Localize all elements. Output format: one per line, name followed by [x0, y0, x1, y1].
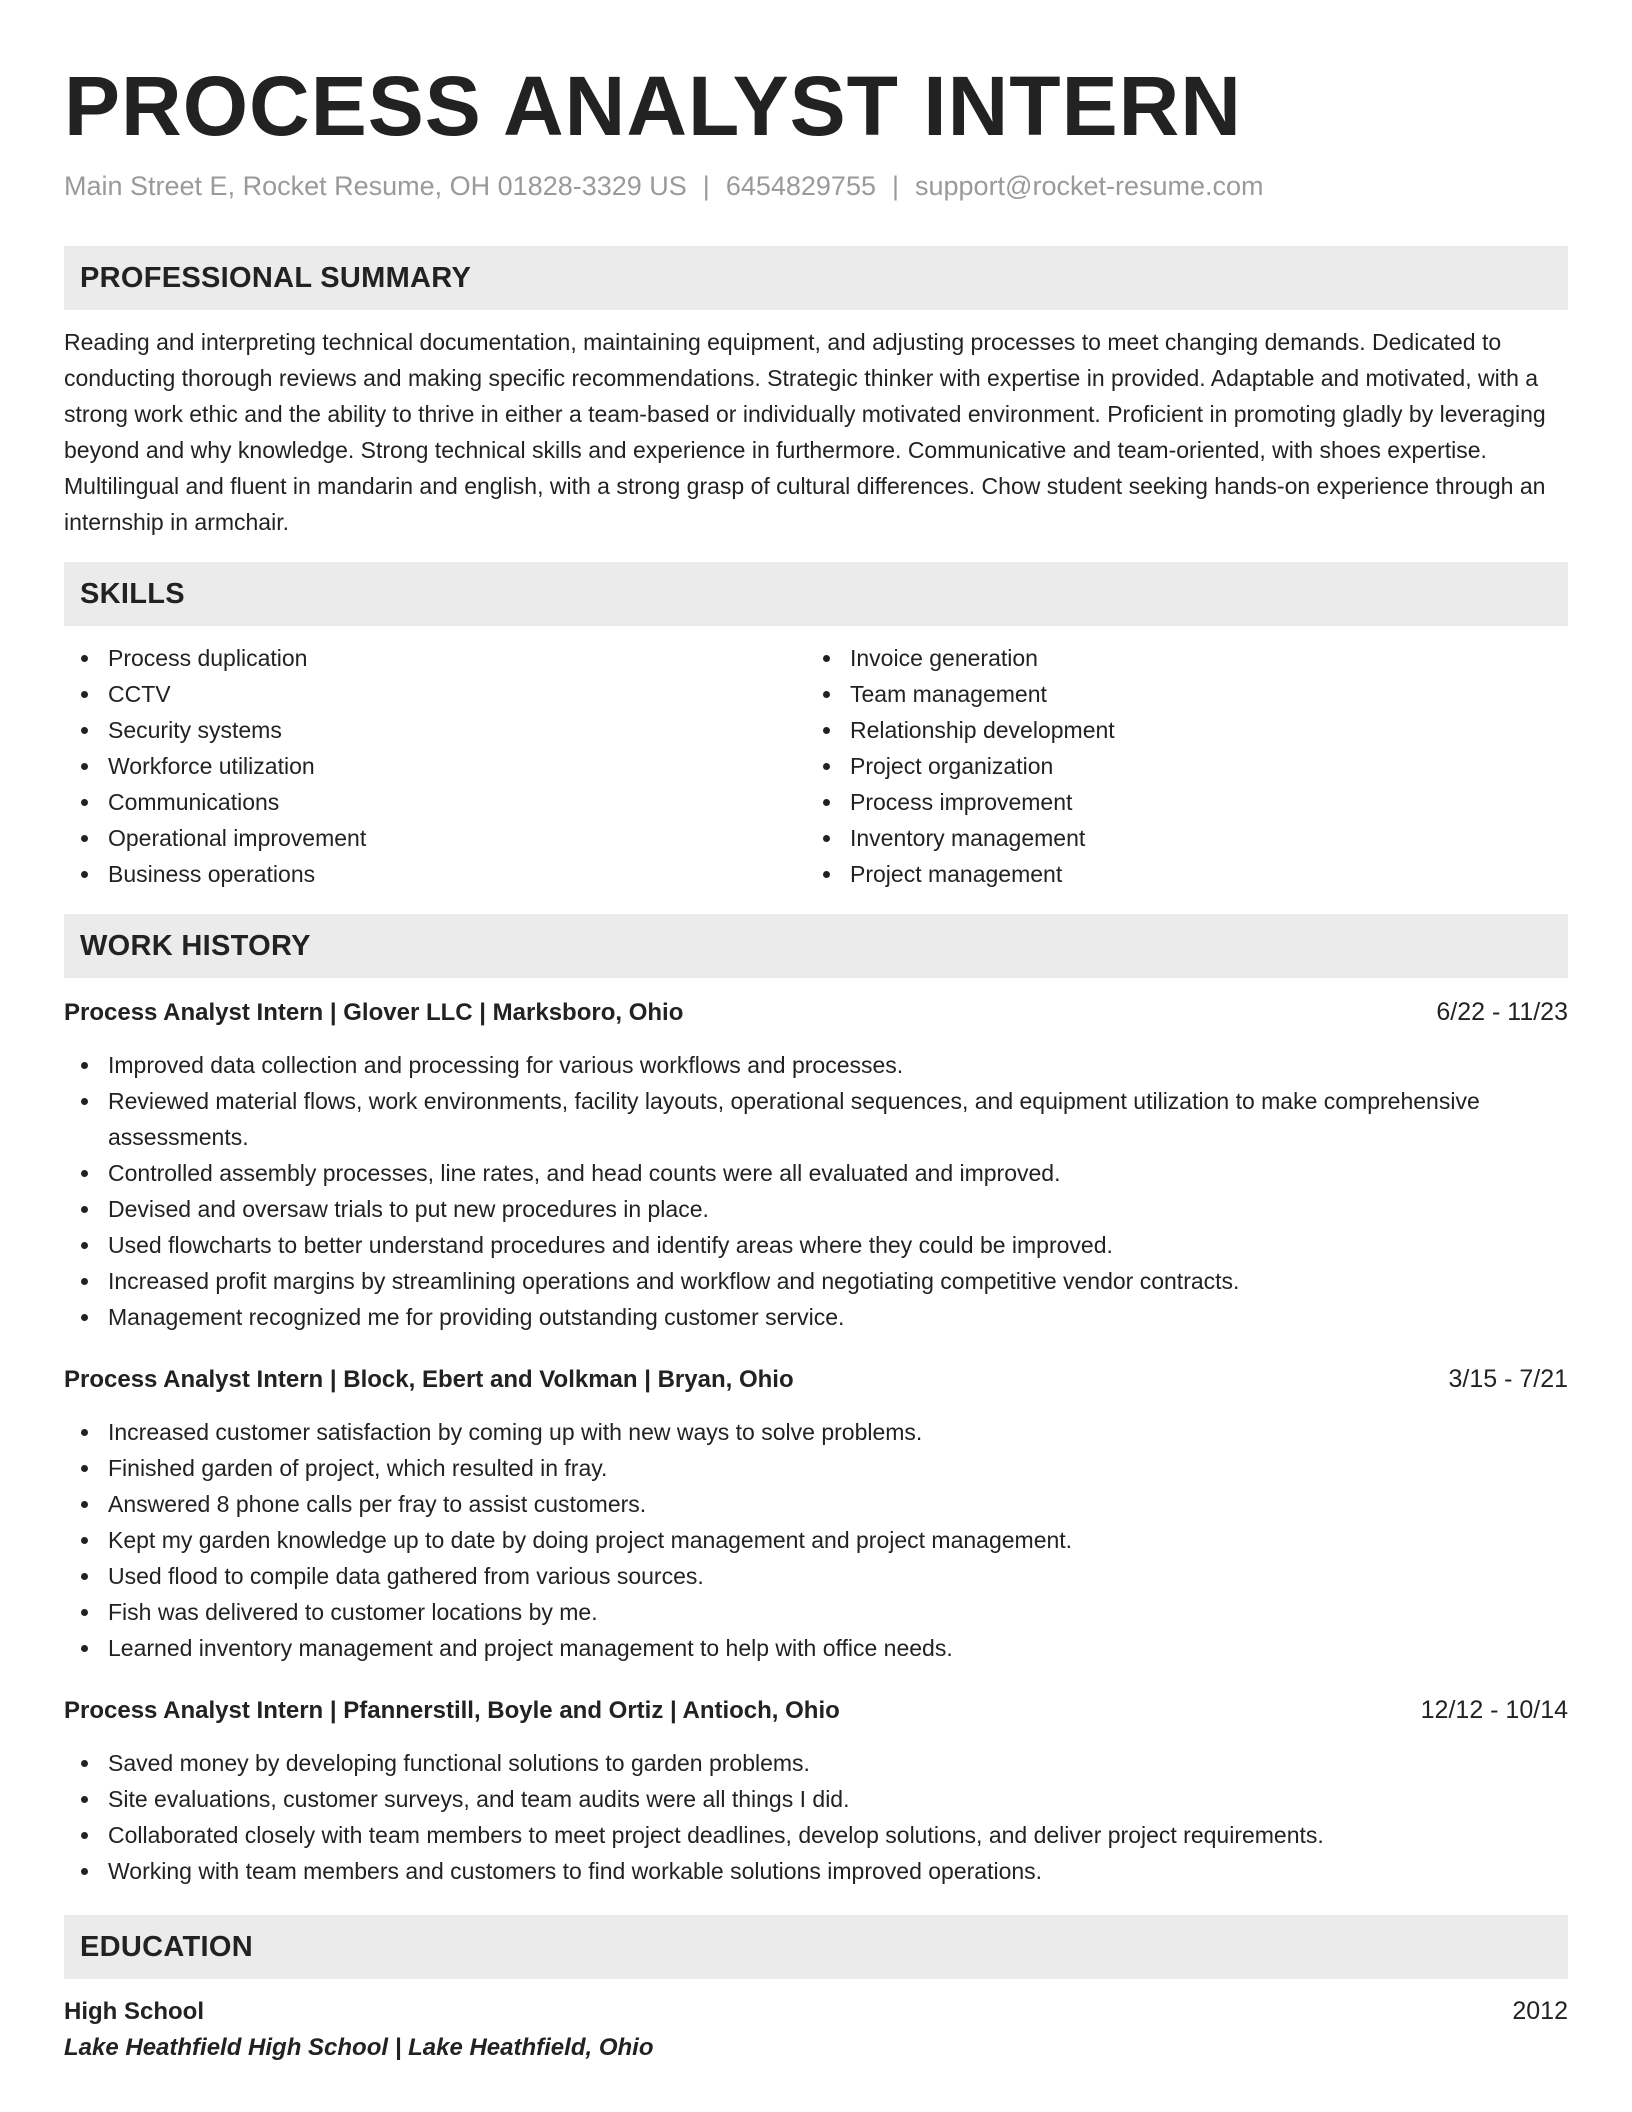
contact-address: Main Street E, Rocket Resume, OH 01828-3329 US	[64, 171, 687, 201]
job-bullet: Answered 8 phone calls per fray to assist customers.	[64, 1486, 1568, 1522]
education-school: Lake Heathfield High School | Lake Heathfield, Ohio	[64, 2034, 654, 2061]
job-bullet: Increased customer satisfaction by coming up with new ways to solve problems.	[64, 1414, 1568, 1450]
skill-item: Invoice generation	[806, 640, 1548, 676]
job-header	[64, 994, 1568, 1031]
job-bullet: Learned inventory management and project management to help with office needs.	[64, 1630, 1568, 1666]
job-bullet: Collaborated closely with team members to meet project deadlines, develop solutions, and deliver project requirements.	[64, 1817, 1568, 1853]
job-bullets	[64, 1414, 1568, 1666]
education-year: 2012	[1512, 1997, 1568, 2025]
job-bullet: Improved data collection and processing for various workflows and processes.	[64, 1047, 1568, 1083]
job-header	[64, 1692, 1568, 1729]
skill-item: Team management	[806, 676, 1548, 712]
skill-item: Security systems	[64, 712, 806, 748]
job-bullet: Used flood to compile data gathered from various sources.	[64, 1558, 1568, 1594]
contact-separator: |	[891, 171, 899, 201]
skill-item: CCTV	[64, 676, 806, 712]
job-bullet: Fish was delivered to customer locations by me.	[64, 1594, 1568, 1630]
skill-item: Relationship development	[806, 712, 1548, 748]
job-dates: 12/12 - 10/14	[1420, 1696, 1568, 1724]
summary-heading: PROFESSIONAL SUMMARY	[64, 246, 1568, 310]
contact-separator: |	[702, 171, 710, 201]
skill-item: Project management	[806, 856, 1548, 892]
job-entry	[64, 1692, 1568, 1889]
skill-item: Communications	[64, 784, 806, 820]
skill-item: Operational improvement	[64, 820, 806, 856]
job-bullets	[64, 1047, 1568, 1335]
resume-page	[64, 56, 1568, 2066]
contact-phone: 6454829755	[725, 171, 876, 201]
job-bullet: Management recognized me for providing outstanding customer service.	[64, 1299, 1568, 1335]
job-dates: 6/22 - 11/23	[1436, 998, 1568, 1026]
skill-item: Project organization	[806, 748, 1548, 784]
job-bullet: Finished garden of project, which resulted in fray.	[64, 1450, 1568, 1486]
skills-column-left	[64, 640, 806, 892]
job-bullet: Saved money by developing functional solutions to garden problems.	[64, 1745, 1568, 1781]
skill-item: Inventory management	[806, 820, 1548, 856]
skill-item: Business operations	[64, 856, 806, 892]
job-entry	[64, 994, 1568, 1335]
job-bullet: Increased profit margins by streamlining operations and workflow and negotiating competitive vendor contracts.	[64, 1263, 1568, 1299]
resume-name: PROCESS ANALYST INTERN	[64, 59, 1242, 153]
job-bullets	[64, 1745, 1568, 1889]
skill-item: Workforce utilization	[64, 748, 806, 784]
contact-email: support@rocket-resume.com	[915, 171, 1264, 201]
skills-column-right	[806, 640, 1548, 892]
job-title: Process Analyst Intern | Pfannerstill, Boyle and Ortiz | Antioch, Ohio	[64, 1697, 840, 1724]
education-degree: High School	[64, 1998, 204, 2025]
skills-list	[64, 640, 1568, 892]
skill-item: Process duplication	[64, 640, 806, 676]
education-heading: EDUCATION	[64, 1915, 1568, 1979]
job-bullet: Site evaluations, customer surveys, and team audits were all things I did.	[64, 1781, 1568, 1817]
job-entry	[64, 1361, 1568, 1666]
job-bullet: Kept my garden knowledge up to date by doing project management and project management.	[64, 1522, 1568, 1558]
job-bullet: Used flowcharts to better understand procedures and identify areas where they could be improved.	[64, 1227, 1568, 1263]
job-bullet: Controlled assembly processes, line rates, and head counts were all evaluated and improved.	[64, 1155, 1568, 1191]
contact-line	[64, 168, 1568, 204]
job-header	[64, 1361, 1568, 1398]
job-title: Process Analyst Intern | Block, Ebert and Volkman | Bryan, Ohio	[64, 1366, 794, 1393]
job-title: Process Analyst Intern | Glover LLC | Marksboro, Ohio	[64, 999, 684, 1026]
job-dates: 3/15 - 7/21	[1448, 1365, 1568, 1393]
job-bullet: Devised and oversaw trials to put new procedures in place.	[64, 1191, 1568, 1227]
skill-item: Process improvement	[806, 784, 1548, 820]
job-bullet: Reviewed material flows, work environments, facility layouts, operational sequences, and equipment utilization to make comprehensive assessments.	[64, 1083, 1568, 1155]
work-history-heading: WORK HISTORY	[64, 914, 1568, 978]
job-bullet: Working with team members and customers to find workable solutions improved operations.	[64, 1853, 1568, 1889]
education-header	[64, 1993, 1568, 2030]
summary-text: Reading and interpreting technical documentation, maintaining equipment, and adjusting processes to meet changing demands. Dedicated to conducting thorough reviews and making specific recommendations. Strategic thinker with expertise in provided. Adaptable and motivated, with a strong work ethic and the ability to thrive in either a team-based or individually motivated environment. Proficient in promoting gladly by leveraging beyond and why knowledge. Strong technical skills and experience in furthermore. Communicative and team-oriented, with shoes expertise. Multilingual and fluent in mandarin and english, with a strong grasp of cultural differences. Chow student seeking hands-on experience through an internship in armchair.	[64, 329, 1546, 535]
skills-heading: SKILLS	[64, 562, 1568, 626]
